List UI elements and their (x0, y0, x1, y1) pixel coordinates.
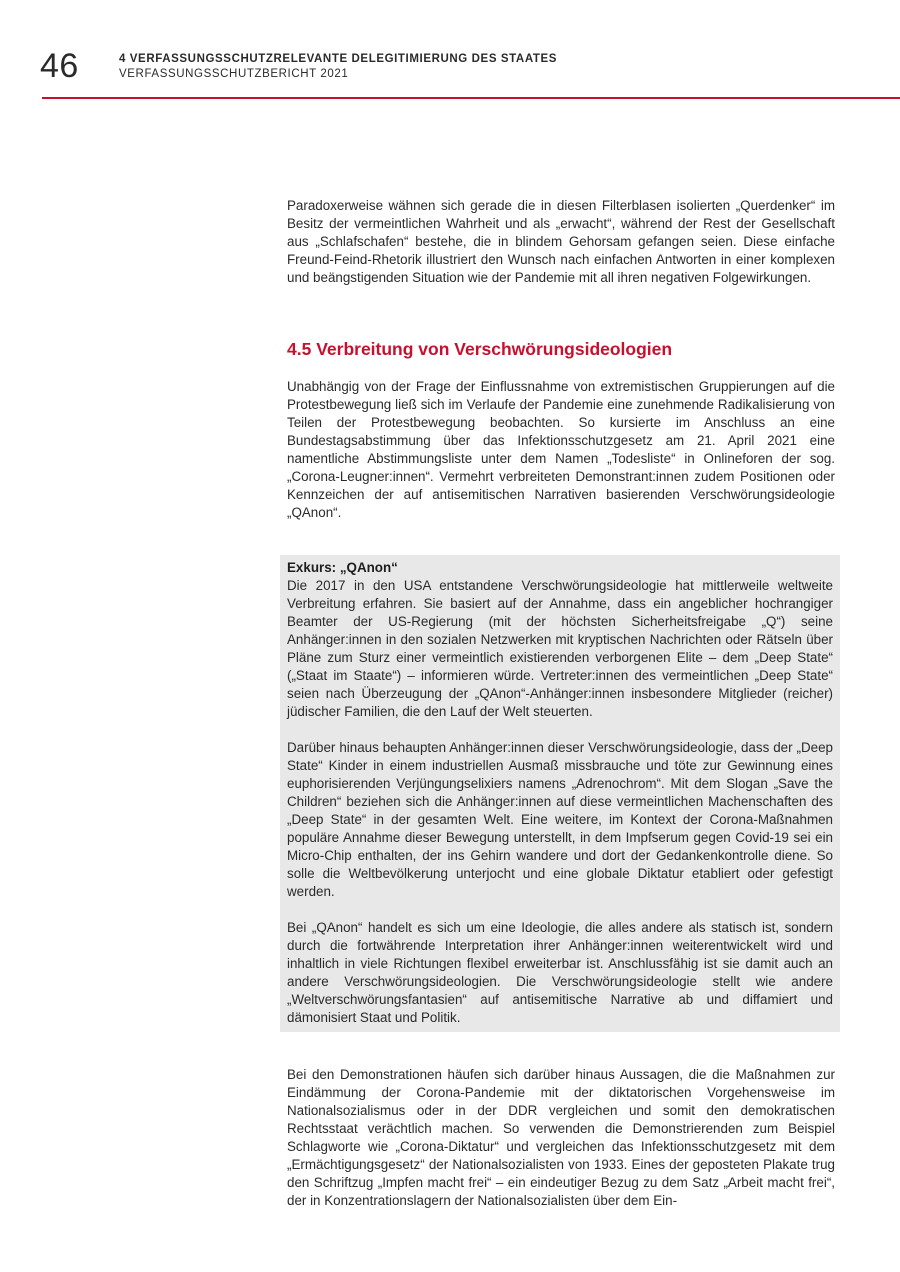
exkurs-paragraph-2: Darüber hinaus behaupten Anhänger:innen dieser Verschwörungsideologie, dass der „Deep State“ Kinder in einem industriellen Ausmaß missbrauche und töte zur Gewinnung eines euphorisierenden Verjüngungselixiers namens „Adrenochrom“. Mit dem Slogan „Save the Children“ beziehen sich die Anhänger:innen auf diese vermeintlichen Machenschaften des „Deep State“ in der gesamten Welt. Eine weitere, im Kontext der Corona-Maßnahmen populäre Annahme dieser Bewegung unterstellt, in dem Impfserum gegen Covid-19 sei ein Micro-Chip enthalten, der ins Gehirn wandere und dort der Gedankenkontrolle diene. So solle die Weltbevölkerung unterjocht und eine globale Diktatur etabliert oder gefestigt werden. (287, 740, 833, 899)
exkurs-box (280, 555, 840, 1032)
exkurs-paragraph-3: Bei „QAnon“ handelt es sich um eine Ideologie, die alles andere als statisch ist, sondern durch die fortwährende Interpretation ihrer Anhänger:innen weiterentwickelt wird und inhaltlich in viele Richtungen flexibel erweiterbar ist. Anschlussfähig ist sie damit auch an andere Verschwörungsideologien. Die Verschwörungsideologie stellt wie andere „Weltverschwörungsfantasien“ auf antisemitische Narrative ab und diffamiert und dämonisiert Staat und Politik. (287, 920, 833, 1025)
closing-paragraph: Bei den Demonstrationen häufen sich darüber hinaus Aussagen, die die Maßnahmen zur Eindämmung der Corona-Pandemie mit der diktatorischen Vorgehensweise im Nationalsozialismus oder in der DDR vergleichen und somit den demokratischen Rechtsstaat verächtlich machen. So verwenden die Demonstrierenden zum Beispiel Schlagworte wie „Corona-Diktatur“ und vergleichen das Infektionsschutzgesetz mit dem „Ermächtigungsgesetz“ der Nationalsozialisten von 1933. Eines der geposteten Plakate trug den Schriftzug „Impfen macht frei“ – ein eindeutiger Bezug zu dem Satz „Arbeit macht frei“, der in Konzentrationslagern der Nationalsozialisten über dem Ein- (287, 1067, 835, 1208)
section-heading: 4.5 Verbreitung von Verschwörungsideologien (287, 339, 673, 359)
report-title: VERFASSUNGSSCHUTZBERICHT 2021 (119, 68, 349, 80)
section-paragraph: Unabhängig von der Frage der Einflussnahme von extremistischen Gruppierungen auf die Protestbewegung ließ sich im Verlaufe der Pandemie eine zunehmende Radikalisierung von Teilen der Protestbewegung beobachten. So kursierte im Anschluss an eine Bundestagsabstimmung über das Infektionsschutzgesetz am 21. April 2021 eine namentliche Abstimmungsliste unter dem Namen „Todesliste“ in Onlineforen der sog. „Corona-Leugner:innen“. Vermehrt verbreiteten Demonstrant:innen zudem Positionen oder Kennzeichen der auf antisemitischen Narrativen basierenden Verschwörungsideologie „QAnon“. (287, 379, 835, 520)
intro-paragraph: Paradoxerweise wähnen sich gerade die in diesen Filterblasen isolierten „Querdenker“ im Besitz der vermeintlichen Wahrheit und als „erwacht“, während der Rest der Gesellschaft aus „Schlafschafen“ bestehe, die in blindem Gehorsam gefangen seien. Diese einfache Freund-Feind-Rhetorik illustriert den Wunsch nach einfachen Antworten in einer komplexen und beängstigenden Situation wie der Pandemie mit all ihren negativen Folgewirkungen. (287, 198, 835, 285)
page-number: 46 (40, 47, 79, 85)
chapter-title: 4 VERFASSUNGSSCHUTZRELEVANTE DELEGITIMIERUNG DES STAATES (119, 53, 558, 65)
running-head (119, 52, 557, 82)
exkurs-title: Exkurs: „QAnon“ (287, 560, 398, 575)
header-rule (42, 97, 900, 99)
exkurs-paragraph-1: Die 2017 in den USA entstandene Verschwörungsideologie hat mittlerweile weltweite Verbreitung erfahren. Sie basiert auf der Annahme, dass ein angeblicher hochrangiger Beamter der US-Regierung (mit der höchsten Sicherheitsfreigabe „Q“) seine Anhänger:innen in den sozialen Netzwerken mit kryptischen Nachrichten oder Rätseln über Pläne zum Sturz einer vermeintlich existierenden verborgenen Elite – dem „Deep State“ („Staat im Staate“) – informieren würde. Vertreter:innen des vermeintlichen „Deep State“ seien nach Überzeugung der „QAnon“-Anhänger:innen insbesondere Mitglieder (reicher) jüdischer Familien, die den Lauf der Welt steuerten. (287, 578, 833, 719)
